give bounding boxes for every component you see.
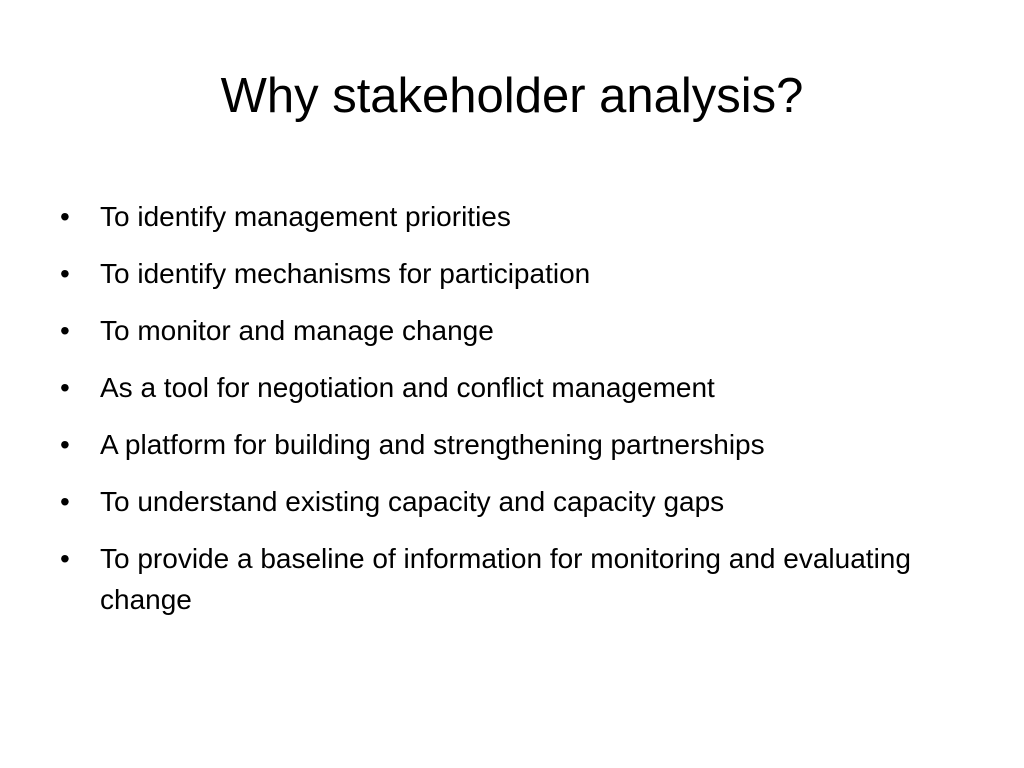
bullet-text: To identify management priorities xyxy=(100,201,511,232)
bullet-text: To provide a baseline of information for monitoring and evaluating change xyxy=(100,543,911,615)
bullet-icon: • xyxy=(60,429,70,460)
bullet-item xyxy=(60,253,960,294)
bullet-item xyxy=(60,310,960,351)
bullet-text: To understand existing capacity and capacity gaps xyxy=(100,486,725,517)
slide-title: Why stakeholder analysis? xyxy=(220,69,804,123)
bullet-item xyxy=(60,196,960,237)
bullet-text: As a tool for negotiation and conflict management xyxy=(100,372,715,403)
bullet-item xyxy=(60,367,960,408)
bullet-icon: • xyxy=(60,372,70,403)
bullet-item xyxy=(60,538,960,620)
bullet-icon: • xyxy=(60,486,70,517)
bullet-text: A platform for building and strengthening partnerships xyxy=(100,429,765,460)
bullet-list xyxy=(60,196,960,636)
bullet-item xyxy=(60,424,960,465)
bullet-icon: • xyxy=(60,543,70,574)
bullet-text: To identify mechanisms for participation xyxy=(100,258,591,289)
bullet-icon: • xyxy=(60,315,70,346)
bullet-icon: • xyxy=(60,201,70,232)
bullet-item xyxy=(60,481,960,522)
bullet-icon: • xyxy=(60,258,70,289)
bullet-text: To monitor and manage change xyxy=(100,315,494,346)
